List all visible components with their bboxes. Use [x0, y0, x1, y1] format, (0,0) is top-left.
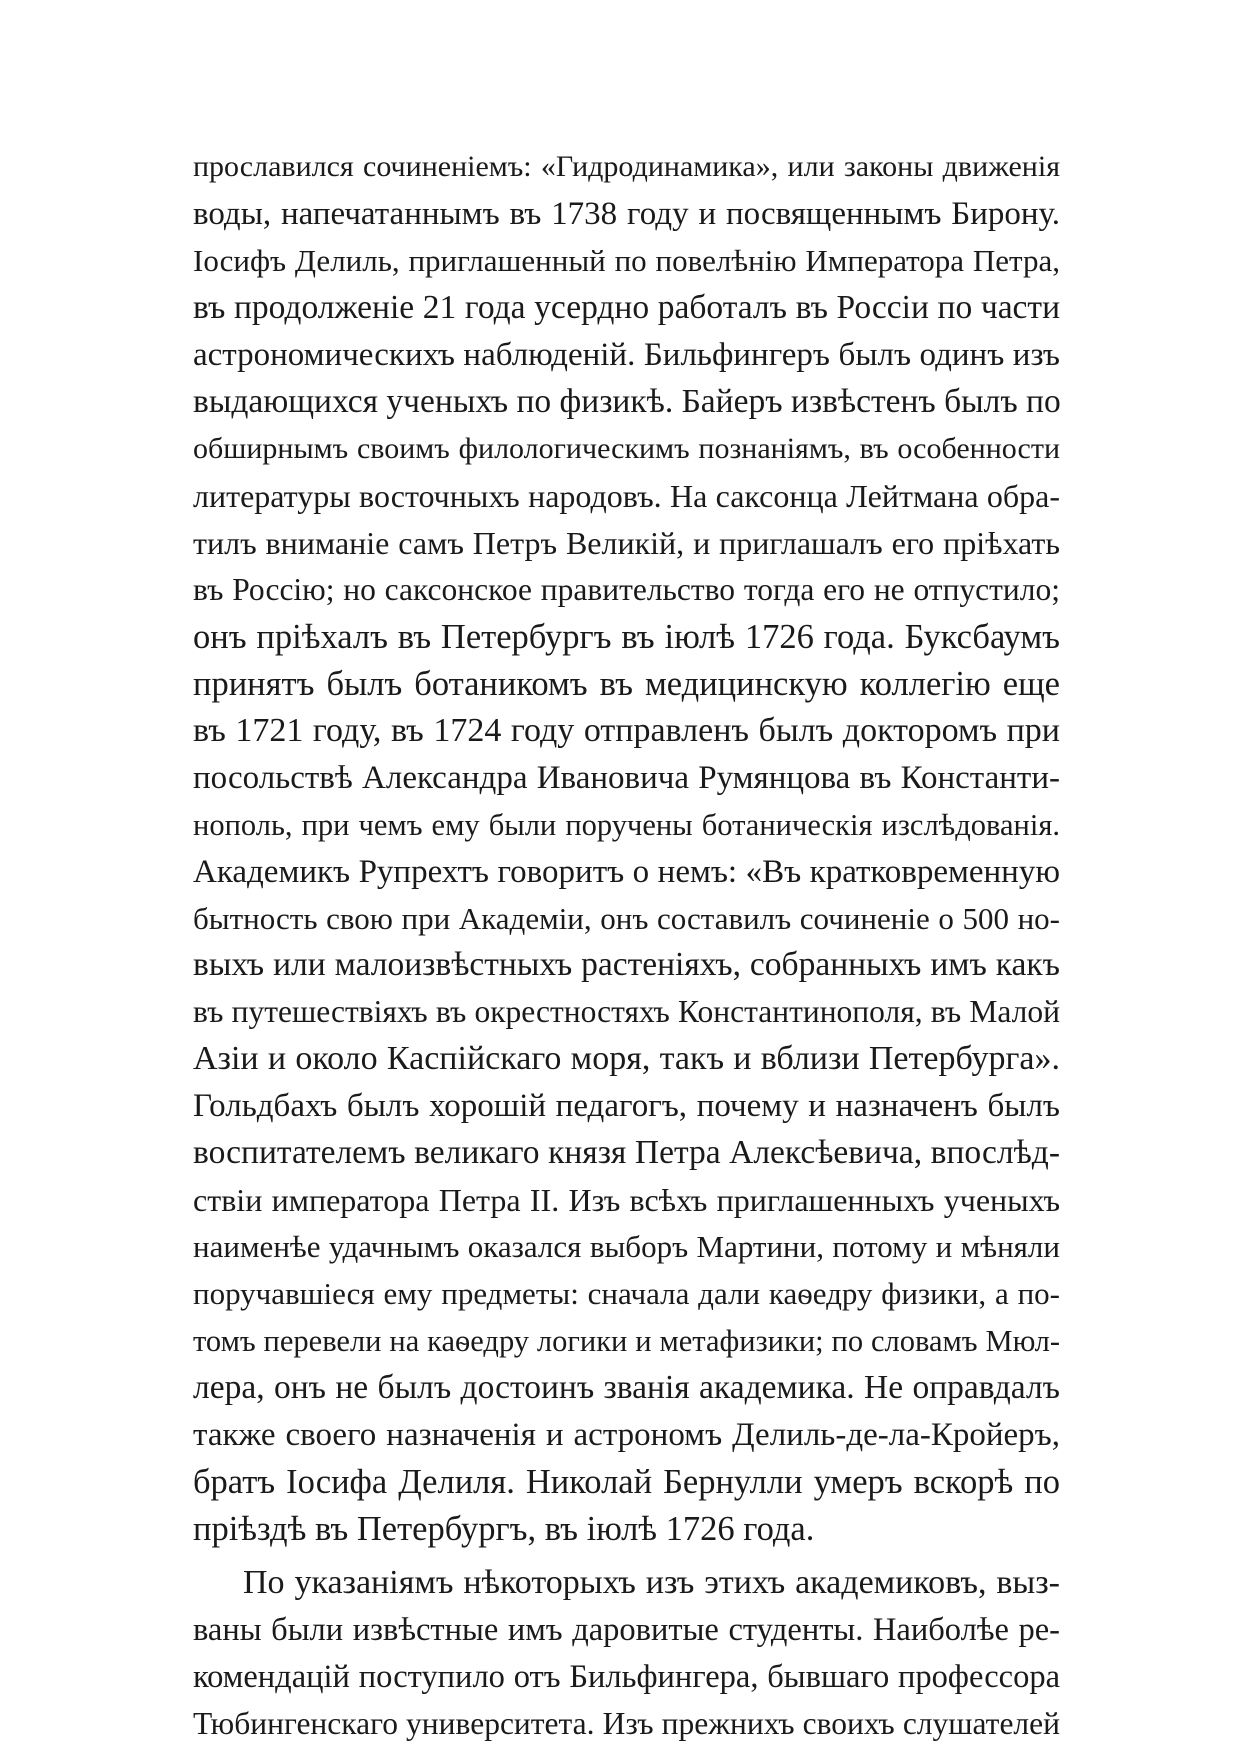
- text-line: прославился сочиненіемъ: «Гидродинамика», или законы движенія: [193, 150, 1060, 183]
- text-line: тилъ вниманіе самъ Петръ Великій, и приглашалъ его пріѣхать: [193, 524, 1060, 561]
- text-line: выдающихся ученыхъ по физикѣ. Байеръ извѣстенъ былъ по: [193, 382, 1061, 420]
- text-line: въ путешествіяхъ въ окрестностяхъ Константинополя, въ Малой: [193, 994, 1060, 1030]
- text-line: литературы восточныхъ народовъ. На саксонца Лейтмана обра-: [193, 477, 1060, 514]
- text-line: пріѣздѣ въ Петербургъ, въ іюлѣ 1726 года.: [193, 1510, 815, 1549]
- text-line: лера, онъ не былъ достоинъ званія академика. Не оправдалъ: [193, 1369, 1060, 1407]
- text-line: астрономическихъ наблюденій. Бильфингеръ былъ одинъ изъ: [193, 336, 1060, 373]
- text-line: Азіи и около Каспійскаго моря, такъ и вблизи Петербурга».: [193, 1040, 1060, 1078]
- text-line: посольствѣ Александра Ивановича Румянцова въ Константи-: [193, 759, 1060, 796]
- text-line: Тюбингенскаго университета. Изъ прежнихъ своихъ слушателей: [193, 1706, 1060, 1741]
- text-line: ствіи императора Петра II. Изъ всѣхъ приглашенныхъ ученыхъ: [193, 1182, 1060, 1219]
- text-line: Гольдбахъ былъ хорошій педагогъ, почему и назначенъ былъ: [193, 1088, 1060, 1125]
- text-line: воды, напечатаннымъ въ 1738 году и посвященнымъ Бирону.: [193, 195, 1060, 232]
- text-line: также своего назначенія и астрономъ Делиль-де-ла-Кройеръ,: [193, 1417, 1060, 1454]
- text-line: бытность свою при Академіи, онъ составилъ сочиненіе о 500 но-: [193, 900, 1060, 936]
- text-line: въ Россію; но саксонское правительство тогда его не отпустило;: [193, 571, 1060, 607]
- text-line: принятъ былъ ботаникомъ въ медицинскую коллегію еще: [193, 664, 1060, 703]
- text-line: Академикъ Рупрехтъ говоритъ о немъ: «Въ кратковременную: [193, 853, 1060, 890]
- text-line: въ 1721 году, въ 1724 году отправленъ былъ докторомъ при: [193, 711, 1060, 749]
- text-line: братъ Іосифа Делиля. Николай Бернулли умеръ вскорѣ по: [193, 1463, 1060, 1502]
- text-line: выхъ или малоизвѣстныхъ растеніяхъ, собранныхъ имъ какъ: [193, 946, 1060, 984]
- text-line: По указаніямъ нѣкоторыхъ изъ этихъ академиковъ, выз-: [243, 1564, 1060, 1602]
- text-line: въ продолженіе 21 года усердно работалъ въ Россіи по части: [193, 288, 1060, 326]
- text-line: онъ пріѣхалъ въ Петербургъ въ іюлѣ 1726 года. Буксбаумъ: [193, 617, 1060, 656]
- text-line: поручавшіеся ему предметы: сначала дали каѳедру физики, а по-: [193, 1276, 1060, 1312]
- text-line: комендацій поступило отъ Бильфингера, бывшаго профессора: [193, 1659, 1060, 1696]
- text-line: нополь, при чемъ ему были поручены ботаническія изслѣдованія.: [193, 807, 1060, 842]
- text-line: томъ перевели на каѳедру логики и метафизики; по словамъ Мюл-: [193, 1324, 1060, 1359]
- text-line: наименѣе удачнымъ оказался выборъ Мартини, потому и мѣняли: [193, 1229, 1060, 1265]
- text-line: обширнымъ своимъ филологическимъ познаніямъ, въ особенности: [193, 431, 1060, 465]
- text-line: Іосифъ Делиль, приглашенный по повелѣнію Императора Петра,: [193, 242, 1060, 278]
- text-line: воспитателемъ великаго князя Петра Алексѣевича, впослѣд-: [193, 1134, 1060, 1172]
- text-line: ваны были извѣстные имъ даровитые студенты. Наиболѣе ре-: [193, 1612, 1060, 1649]
